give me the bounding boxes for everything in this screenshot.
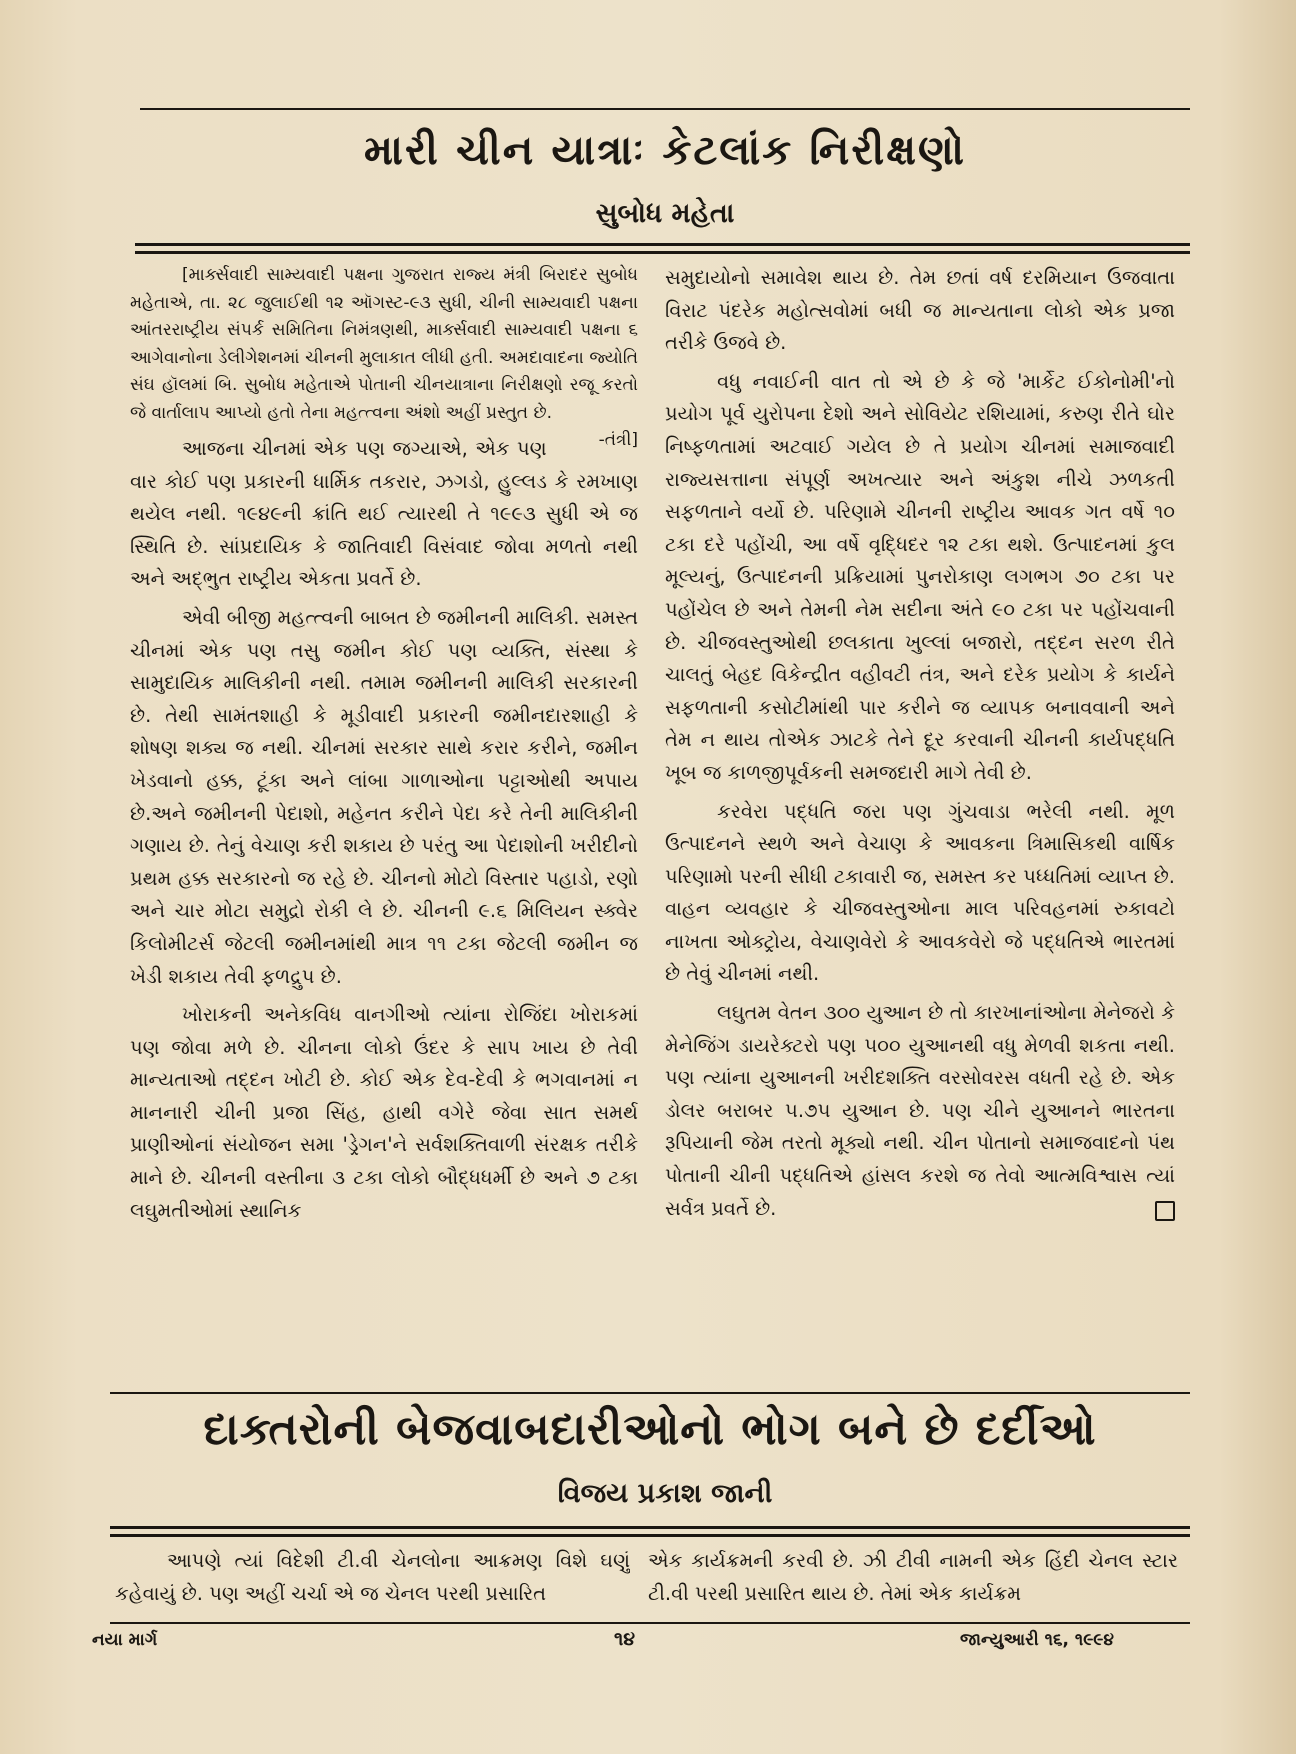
second-title-double-rule-top: [110, 1526, 1190, 1529]
body-paragraph: આજના ચીનમાં એક પણ જગ્યાએ, એક પણ વાર કોઈ પણ પ્રકારની ધાર્મિક તકરાર, ઝગડો, હુલ્લડ કે રમખાણ થયેલ નથી. ૧૯૪૯ની ક્રાંતિ થઈ ત્યારથી તે ૧૯૯૩ સુધી એ જ સ્થિતિ છે. સાંપ્રદાયિક કે જાતિવાદી વિસંવાદ જોવા મળતો નથી અને અદ્ભુત રાષ્ટ્રીય એકતા પ્રવર્તે છે.: [130, 437, 638, 591]
body-paragraph: ખોરાકની અનેકવિધ વાનગીઓ ત્યાંના રોજિંદા ખોરાકમાં પણ જોવા મળે છે. ચીનના લોકો ઉંદર કે સાપ ખાય છે તેવી માન્યતાઓ તદ્દન ખોટી છે. કોઈ એક દેવ-દેવી કે ભગવાનમાં ન માનનારી ચીની પ્રજા સિંહ, હાથી વગેરે જેવા સાત સમર્થ પ્રાણીઓનાં સંયોજન સમા 'ડ્રેગન'ને સર્વશક્તિવાળી સંરક્ષક તરીકે માને છે. ચીનની વસ્તીના ૩ ટકા લોકો બૌદ્ધધર્મી છે અને ૭ ટકા લઘુમતીઓમાં સ્થાનિક: [130, 1003, 638, 1222]
footer-magazine-name: નયા માર્ગ: [92, 1630, 158, 1650]
second-title-double-rule-bottom: [110, 1534, 1190, 1537]
top-rule: [140, 108, 1190, 110]
article-author: સુબોધ મહેતા: [595, 198, 735, 229]
footer-date: જાન્યુઆરી ૧૬, ૧૯૯૪: [960, 1630, 1114, 1650]
article-right-column: [665, 262, 1175, 1382]
body-paragraph: એવી બીજી મહત્ત્વની બાબત છે જમીનની માલિકી. સમસ્ત ચીનમાં એક પણ તસુ જમીન કોઈ પણ વ્યક્તિ, સંસ્થા કે સામુદાયિક માલિકીની નથી. તમામ જમીનની માલિકી સરકારની છે. તેથી સામંતશાહી કે મૂડીવાદી પ્રકારની જમીનદારશાહી કે શોષણ શક્ય જ નથી. ચીનમાં સરકાર સાથે કરાર કરીને, જમીન ખેડવાનો હક્ક, ટૂંકા અને લાંબા ગાળાઓના પટ્ટાઓથી અપાય છે.અને જમીનની પેદાશો, મહેનત કરીને પેદા કરે તેની માલિકીની ગણાય છે. તેનું વેચાણ કરી શકાય છે પરંતુ આ પેદાશોની ખરીદીનો પ્રથમ હક્ક સરકારનો જ રહે છે. ચીનનો મોટો વિસ્તાર પહાડો, રણો અને ચાર મોટા સમુદ્રો રોકી લે છે. ચીનની ૯.૬ મિલિયન સ્ક્વેર કિલોમીટર્સ જેટલી જમીનમાંથી માત્ર ૧૧ ટકા જેટલી જમીન જ ખેડી શકાય તેવી ફળદ્રુપ છે.: [130, 605, 638, 988]
title-double-rule-top: [135, 243, 1190, 246]
body-paragraph: સમુદાયોનો સમાવેશ થાય છે. તેમ છતાં વર્ષ દરમિયાન ઉજવાતા વિરાટ પંદરેક મહોત્સવોમાં બધી જ માન્યતાના લોકો એક પ્રજા તરીકે ઉજવે છે.: [665, 266, 1175, 355]
article-left-column: [130, 262, 638, 1382]
second-article-left-column: [115, 1545, 630, 1615]
body-paragraph-last: [665, 997, 1175, 1225]
title-double-rule-bottom: [135, 251, 1190, 254]
footer-page-number: ૧૪: [614, 1628, 636, 1650]
editor-intro: [130, 262, 638, 450]
article-title: મારી ચીન યાત્રાઃ કેટલાંક નિરીક્ષણો: [363, 126, 967, 174]
second-article-title: દાક્તરોની બેજવાબદારીઓનો ભોગ બને છે દર્દીઓ: [203, 1404, 1097, 1455]
section-divider-rule: [110, 1392, 1190, 1394]
body-paragraph: એક કાર્યક્રમની કરવી છે. ઝી ટીવી નામની એક હિંદી ચેનલ સ્ટાર ટી.વી પરથી પ્રસારિત થાય છે. તેમાં એક કાર્યક્રમ: [648, 1549, 1178, 1605]
editor-intro-text: [માર્ક્સવાદી સામ્યવાદી પક્ષના ગુજરાત રાજ્ય મંત્રી બિરાદર સુબોધ મહેતાએ, તા. ૨૮ જુલાઈથી ૧૨ ઑગસ્ટ-૯૩ સુધી, ચીની સામ્યવાદી પક્ષના આંતરરાષ્ટ્રીય સંપર્ક સમિતિના નિમંત્રણથી, માર્ક્સવાદી સામ્યવાદી પક્ષના ૬ આગેવાનોના ડેલીગેશનમાં ચીનની મુલાકાત લીધી હતી. અમદાવાદના જ્યોતિ સંઘ હૉલમાં બિ. સુબોધ મહેતાએ પોતાની ચીનયાત્રાના નિરીક્ષણો રજૂ કરતો જે વાર્તાલાપ આપ્યો હતો તેના મહત્ત્વના અંશો અહીં પ્રસ્તુત છે.: [130, 265, 638, 423]
body-paragraph-text: લઘુતમ વેતન ૩૦૦ યુઆન છે તો કારખાનાંઓના મેનેજરો કે મેનેજિંગ ડાયરેક્ટરો પણ ૫૦૦ યુઆનથી વધુ મેળવી શકતા નથી. પણ ત્યાંના યુઆનની ખરીદશક્તિ વરસોવરસ વધતી રહે છે. એક ડોલર બરાબર ૫.૭૫ યુઆન છે. પણ ચીને યુઆનને ભારતના રૂપિયાની જેમ તરતો મૂક્યો નથી. ચીન પોતાનો સમાજવાદનો પંથ પોતાની ચીની પદ્ધતિએ હાંસલ કરશે જ તેવો આત્મવિશ્વાસ ત્યાં સર્વત્ર પ્રવર્તે છે.: [665, 1001, 1175, 1220]
body-paragraph: આપણે ત્યાં વિદેશી ટી.વી ચેનલોના આક્રમણ વિશે ઘણું કહેવાયું છે. પણ અહીં ચર્ચા એ જ ચેનલ પરથી પ્રસારિત: [115, 1549, 630, 1605]
second-article-right-column: [648, 1545, 1178, 1615]
footer-rule: [110, 1622, 1190, 1624]
body-paragraph: વધુ નવાઈની વાત તો એ છે કે જે 'માર્કેટ ઈકોનોમી'નો પ્રયોગ પૂર્વ યુરોપના દેશો અને સોવિયેટ રશિયામાં, કરુણ રીતે ઘોર નિષ્ફળતામાં અટવાઈ ગયેલ છે તે પ્રયોગ ચીનમાં સમાજવાદી રાજ્યસત્તાના સંપૂર્ણ અખત્યાર અને અંકુશ નીચે ઝળકતી સફળતાને વર્યો છે. પરિણામે ચીનની રાષ્ટ્રીય આવક ગત વર્ષે ૧૦ ટકા દરે પહોંચી, આ વર્ષે વૃદ્ધિદર ૧૨ ટકા થશે. ઉત્પાદનમાં કુલ મૂલ્યનું, ઉત્પાદનની પ્રક્રિયામાં પુનરોકાણ લગભગ ૭૦ ટકા પર પહોંચેલ છે અને તેમની નેમ સદીના અંતે ૯૦ ટકા પર પહોંચવાની છે. ચીજવસ્તુઓથી છલકાતા ખુલ્લાં બજારો, તદ્દન સરળ રીતે ચાલતું બેહદ વિકેન્દ્રીત વહીવટી તંત્ર, અને દરેક પ્રયોગ કે કાર્યને સફળતાની કસોટીમાંથી પાર કરીને જ વ્યાપક બનાવવાની અને તેમ ન થાય તોએક ઝાટકે તેને દૂર કરવાની ચીનની કાર્યપદ્ધતિ ખૂબ જ કાળજીપૂર્વકની સમજદારી માગે તેવી છે.: [665, 369, 1175, 784]
body-paragraph: કરવેરા પદ્ધતિ જરા પણ ગુંચવાડા ભરેલી નથી. મૂળ ઉત્પાદનને સ્થળે અને વેચાણ કે આવકના ત્રિમાસિકથી વાર્ષિક પરિણામો પરની સીધી ટકાવારી જ, સમસ્ત કર પધ્ધતિમાં વ્યાપ્ત છે. વાહન વ્યવહાર કે ચીજવસ્તુઓના માલ પરિવહનમાં રુકાવટો નાખતા ઓક્ટ્રોય, વેચાણવેરો કે આવકવેરો જે પદ્ધતિએ ભારતમાં છે તેવું ચીનમાં નથી.: [665, 799, 1175, 986]
second-article-author: વિજય પ્રકાશ જાની: [557, 1478, 773, 1509]
end-of-article-icon: [1155, 1201, 1175, 1221]
editor-sign: -તંત્રી]: [598, 430, 638, 450]
